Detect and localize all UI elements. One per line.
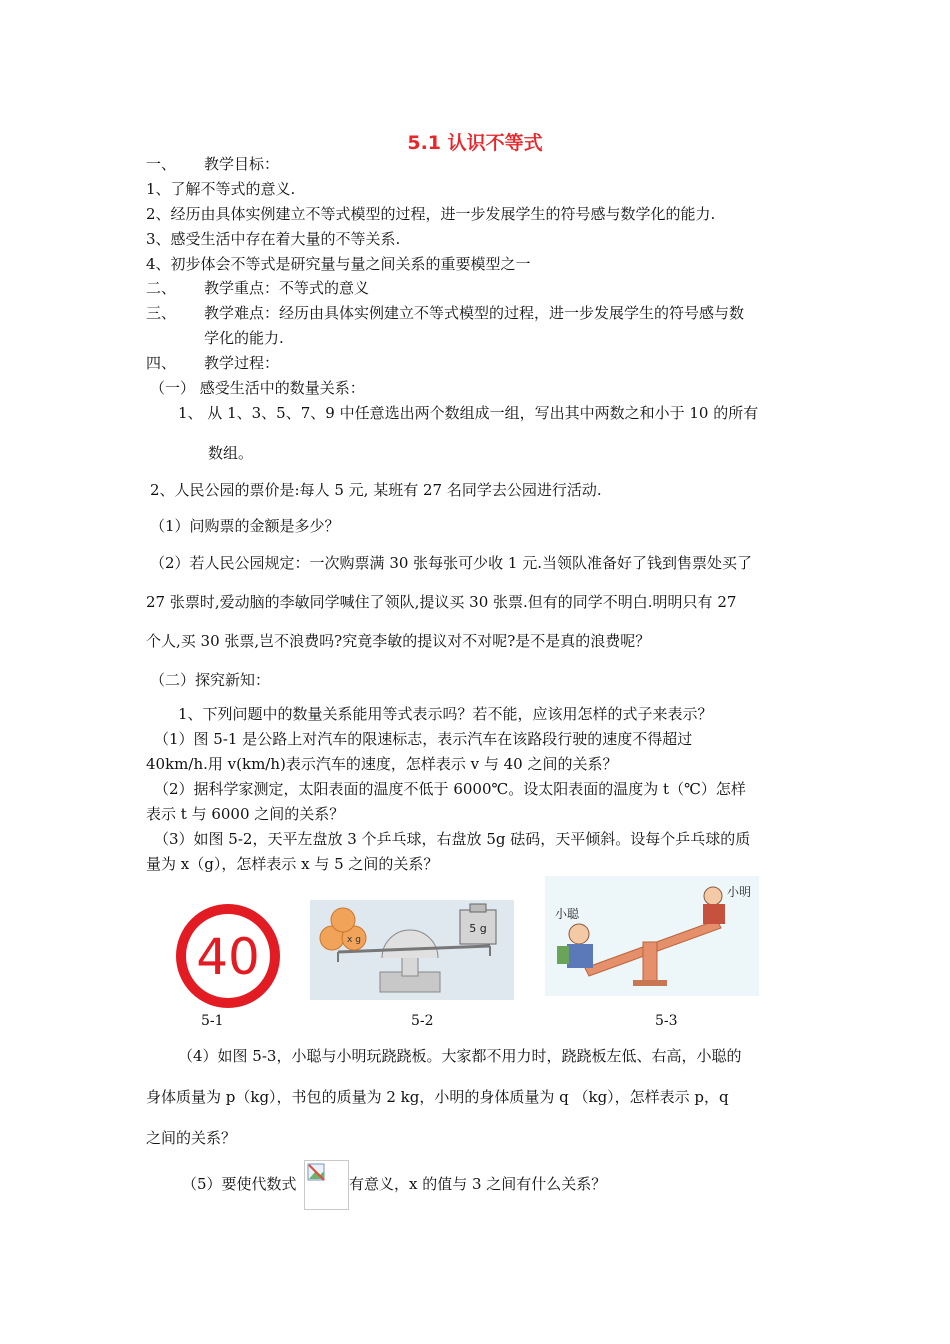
section-text: 学化的能力. bbox=[204, 329, 284, 347]
broken-image-icon bbox=[307, 1163, 327, 1183]
kid-left-label: 小聪 bbox=[555, 907, 580, 921]
question-text: 2、人民公园的票价是:每人 5 元, 某班有 27 名同学去公园进行活动. bbox=[150, 481, 602, 499]
question-text: 27 张票时,爱动脑的李敏同学喊住了领队,提议买 30 张票.但有的同学不明白.明明只有 27 bbox=[146, 593, 737, 611]
section-heading: 教学难点：经历由具体实例建立不等式模型的过程，进一步发展学生的符号感与数 bbox=[204, 304, 745, 322]
figure-caption: 5-3 bbox=[655, 1013, 678, 1029]
question-text: （2）若人民公园规定：一次购票满 30 张每张可少收 1 元.当领队准备好了钱到售票处买了 bbox=[150, 554, 753, 572]
question-text: （1）图 5-1 是公路上对汽车的限速标志，表示汽车在该路段行驶的速度不得超过 bbox=[154, 730, 693, 748]
kid-right-label: 小明 bbox=[727, 885, 752, 899]
question-text: 之间的关系？ bbox=[146, 1129, 237, 1147]
section-number: 三、 bbox=[146, 304, 177, 322]
section-heading: 教学过程： bbox=[204, 354, 280, 372]
page-title: 5.1 认识不等式 bbox=[407, 132, 543, 154]
weight-label: 5 g bbox=[469, 922, 487, 935]
section-heading: 教学重点：不等式的意义 bbox=[204, 279, 370, 297]
goal-item: 1、了解不等式的意义. bbox=[146, 180, 296, 198]
ball-label: x g bbox=[347, 935, 361, 945]
speed-limit-value: 40 bbox=[196, 928, 260, 986]
question-text: 数组。 bbox=[208, 444, 254, 462]
question-text: 个人,买 30 张票,岂不浪费吗?究竟李敏的提议对不对呢?是不是真的浪费呢？ bbox=[146, 632, 651, 650]
question-text: （4）如图 5-3，小聪与小明玩跷跷板。大家都不用力时，跷跷板左低、右高，小聪的 bbox=[178, 1047, 742, 1065]
question-text: （3）如图 5-2，天平左盘放 3 个乒乓球，右盘放 5g 砝码，天平倾斜。设每个乒乓球的质 bbox=[154, 830, 751, 848]
section-number: 一、 bbox=[146, 155, 177, 173]
section-heading: 教学目标： bbox=[204, 155, 280, 173]
question-text: （1）问购票的金额是多少？ bbox=[150, 517, 340, 535]
question-text: 1、 从 1、3、5、7、9 中任意选出两个数组成一组，写出其中两数之和小于 10 的所有 bbox=[178, 404, 759, 422]
section-number: 四、 bbox=[146, 354, 177, 372]
formula-image-placeholder bbox=[304, 1160, 349, 1210]
question-text: 表示 t 与 6000 之间的关系？ bbox=[146, 805, 345, 823]
question-text: 1、下列问题中的数量关系能用等式表示吗？若不能，应该用怎样的式子来表示？ bbox=[178, 705, 713, 723]
goal-item: 4、初步体会不等式是研究量与量之间关系的重要模型之一 bbox=[146, 255, 531, 273]
question-text: （2）据科学家测定，太阳表面的温度不低于 6000℃。设太阳表面的温度为 t（℃）怎样 bbox=[154, 780, 746, 798]
question-text: （5）要使代数式 bbox=[182, 1175, 297, 1193]
figure-caption: 5-1 bbox=[201, 1013, 224, 1029]
subsection-heading: （一） 感受生活中的数量关系： bbox=[150, 379, 365, 397]
question-text: 身体质量为 p（kg），书包的质量为 2 kg，小明的身体质量为 q （kg），怎样表示 p，q bbox=[146, 1088, 729, 1106]
speed-limit-sign bbox=[172, 900, 284, 1012]
goal-item: 3、感受生活中存在着大量的不等关系. bbox=[146, 230, 401, 248]
section-number: 二、 bbox=[146, 279, 177, 297]
goal-item: 2、经历由具体实例建立不等式模型的过程，进一步发展学生的符号感与数学化的能力. bbox=[146, 205, 716, 223]
question-text: 有意义，x 的值与 3 之间有什么关系？ bbox=[349, 1175, 607, 1193]
question-text: 量为 x（g），怎样表示 x 与 5 之间的关系？ bbox=[146, 855, 439, 873]
seesaw-figure bbox=[545, 876, 759, 996]
balance-scale-figure bbox=[310, 900, 514, 1000]
figure-caption: 5-2 bbox=[411, 1013, 434, 1029]
question-text: 40km/h.用 v(km/h)表示汽车的速度，怎样表示 v 与 40 之间的关系？ bbox=[146, 755, 618, 773]
subsection-heading: （二）探究新知： bbox=[150, 671, 271, 689]
